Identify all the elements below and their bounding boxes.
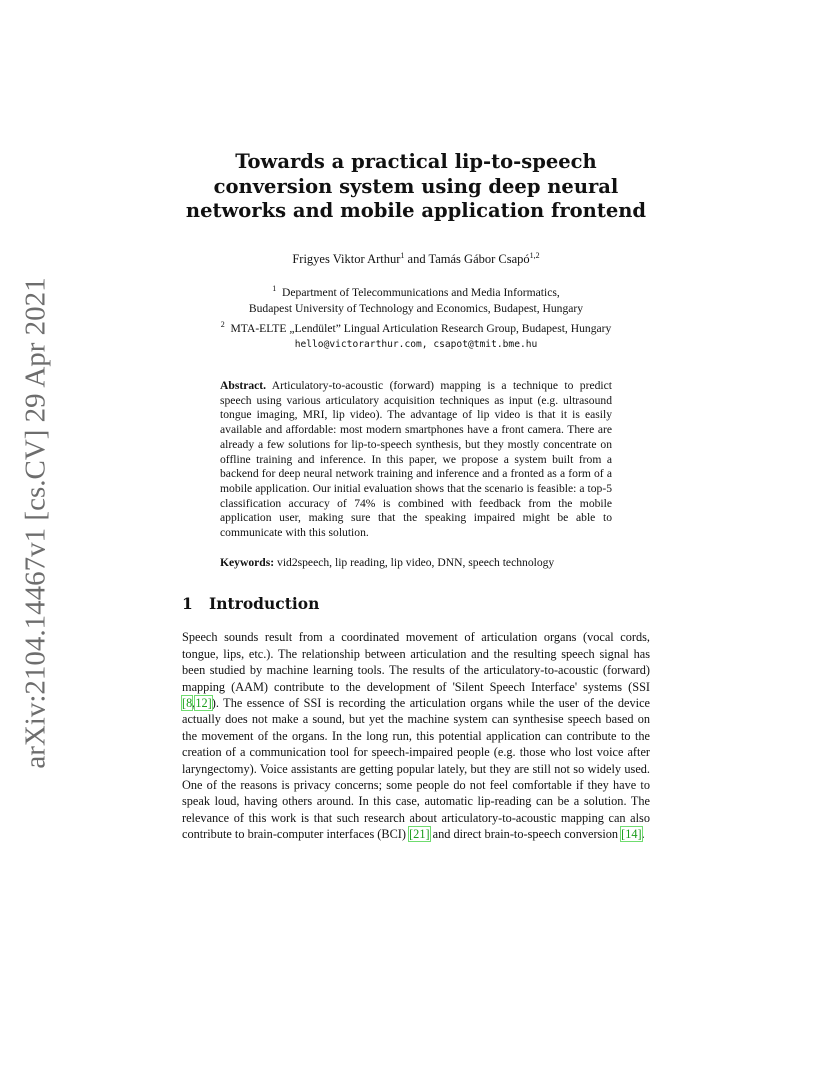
keywords-text: vid2speech, lip reading, lip video, DNN, speech technology bbox=[277, 555, 555, 569]
author-2-sup: 1,2 bbox=[529, 250, 540, 260]
abstract-text: Articulatory-to-acoustic (forward) mapping is a technique to predict speech using various articulatory acquisition techniques as input (e.g. ultrasound tongue imaging, MRI, lip video). The advantage of lip video is that it is easily available and affordable: most modern smartphones have a front camera. There are already a few solutions for lip-to-speech synthesis, but they mostly concentrate on offline training and inference. In this paper, we propose a system built from a backend for deep neural network training and inference and a fronted as a form of a mobile application. Our initial evaluation shows that the scenario is feasible: a top-5 classification accuracy of 74% is combined with feedback from the mobile application user, making sure that the speaking impaired might be able to communicate with this solution. bbox=[220, 378, 612, 540]
abstract-label: Abstract. bbox=[220, 378, 267, 392]
citation-link-12[interactable]: 12] bbox=[195, 696, 212, 711]
abstract bbox=[220, 379, 612, 541]
author-1-sup: 1 bbox=[400, 250, 405, 260]
keywords bbox=[220, 556, 612, 571]
section-heading bbox=[182, 594, 650, 613]
section-title: Introduction bbox=[209, 594, 320, 614]
affiliation-1-sup: 1 bbox=[272, 283, 277, 293]
citation-link-14[interactable]: [14] bbox=[621, 827, 642, 842]
affiliation-1-line-1: $^1$ Department of Telecommunications and Media Informatics, bbox=[272, 283, 560, 299]
author-line bbox=[182, 251, 650, 267]
intro-paragraph: Speech sounds result from a coordinated movement of articulation organs (vocal cords, tongue, lips, etc.). The relationship between articulation and the resulting speech signal has been studied by machine learning tools. The results of the articulatory-to-acoustic (forward) mapping (AAM) contribute to the development of 'Silent Speech Interface' systems (SSI [8,12]). The essence of SSI is recording the articulation organs while the user of the device actually does not make a sound, but yet the machine system can synthesise speech based on the movement of the organs. In the long run, this potential application can contribute to the creation of a communication tool for speech-impaired people (e.g. those who lost voice after laryngectomy). Voice assistants are getting popular lately, but they are still not so widely used. One of the reasons is privacy concerns; some people do not feel comfortable if they have to speak loud, having others around. In this case, automatic lip-reading can be a solution. The relevance of this work is that such research about articulatory-to-acoustic mapping can also contribute to brain-computer interfaces (BCI) [21] and direct brain-to-speech conversion [14]. bbox=[182, 630, 650, 842]
author-2: Tamás Gábor Csapó bbox=[428, 251, 530, 266]
author-emails: hello@victorarthur.com, csapot@tmit.bme.hu bbox=[294, 338, 538, 350]
author-1: Frigyes Viktor Arthur bbox=[292, 251, 401, 266]
affiliation-2-sup: 2 bbox=[220, 319, 225, 329]
affiliation-1-line-2: Budapest University of Technology and Economics, Budapest, Hungary bbox=[248, 301, 584, 315]
author-and: and bbox=[404, 251, 429, 266]
paper-title: Towards a practical lip-to-speech conversion system using deep neural networks and mobile application frontend bbox=[185, 150, 647, 222]
keywords-label: Keywords: bbox=[220, 555, 275, 569]
affiliations bbox=[182, 281, 650, 352]
citation-link-21[interactable]: [21] bbox=[409, 827, 430, 842]
section-number: 1 bbox=[182, 594, 193, 614]
paper-page bbox=[182, 150, 650, 843]
arxiv-sidebar bbox=[14, 277, 58, 769]
arxiv-identifier: arXiv:2104.14467v1 [cs.CV] 29 Apr 2021 bbox=[19, 277, 52, 769]
citation-link-8[interactable]: [8 bbox=[182, 696, 193, 711]
affiliation-2: $^2$ MTA-ELTE „Lendület” Lingual Articulation Research Group, Budapest, Hungary bbox=[220, 319, 612, 335]
